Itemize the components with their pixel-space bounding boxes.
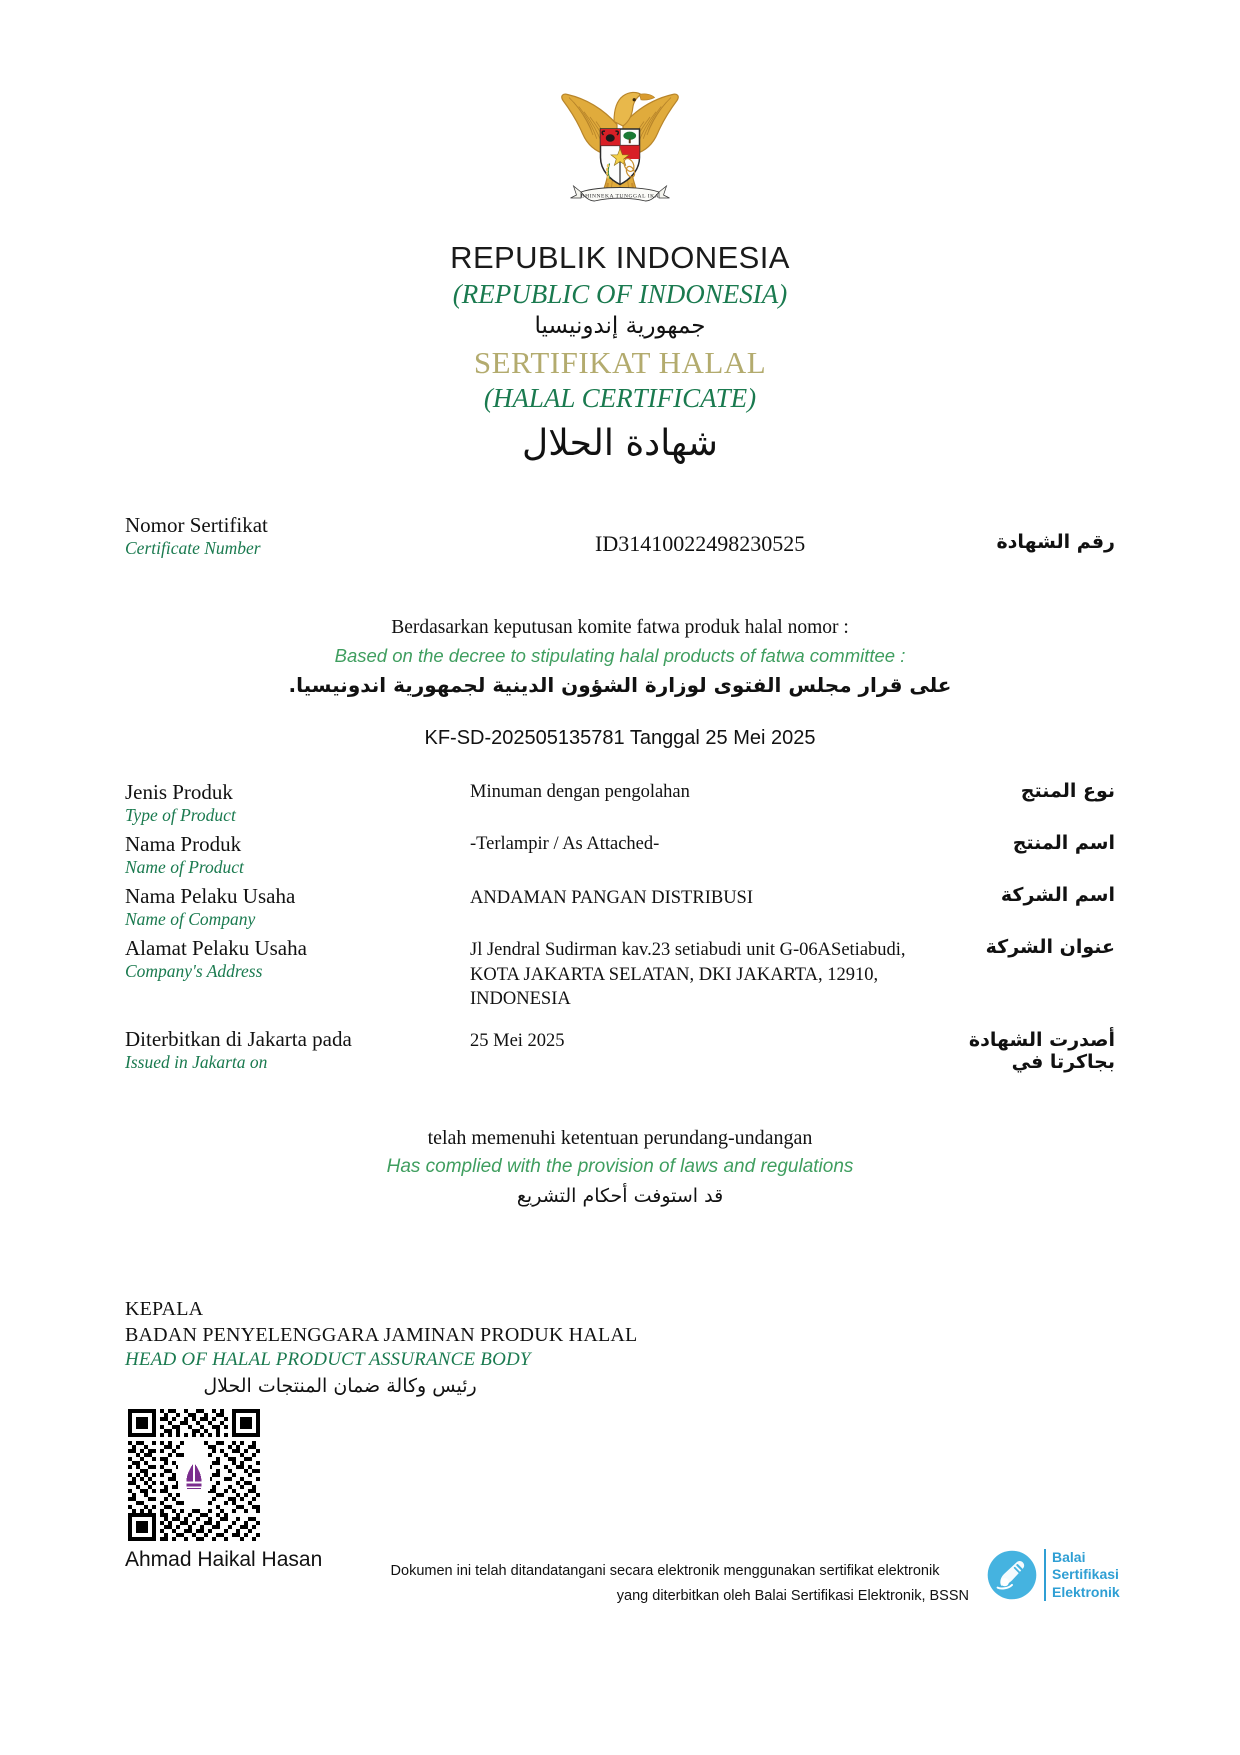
halal-logo-icon <box>178 1459 210 1491</box>
issued-row <box>125 1027 1115 1073</box>
product-name-label-en: Name of Product <box>125 856 244 877</box>
bse-logo-line-2: Sertifikasi <box>1052 1566 1119 1583</box>
body-name-id: BADAN PENYELENGGARA JAMINAN PRODUK HALAL <box>125 1323 638 1346</box>
signer-name: Ahmad Haikal Hasan <box>125 1548 323 1571</box>
decree-number: KF-SD-202505135781 Tanggal 25 Mei 2025 <box>424 727 816 749</box>
decree-block <box>0 613 1240 701</box>
issued-label-id: Diterbitkan di Jakarta pada <box>125 1027 352 1051</box>
country-name-id: REPUBLIK INDONESIA <box>450 240 790 275</box>
product-type-row <box>125 780 1115 826</box>
product-type-label-ar: نوع المنتج <box>1020 780 1115 802</box>
certificate-number-label-en: Certificate Number <box>125 537 261 558</box>
country-name-en: (REPUBLIC OF INDONESIA) <box>452 278 788 309</box>
svg-text:BHINNEKA TUNGGAL IKA: BHINNEKA TUNGGAL IKA <box>580 193 660 200</box>
certificate-number-label <box>125 513 425 559</box>
certificate-number-value: ID31410022498230525 <box>595 531 806 556</box>
garuda-pancasila-emblem <box>545 66 695 216</box>
company-name-label-id: Nama Pelaku Usaha <box>125 884 296 908</box>
certificate-title-en: (HALAL CERTIFICATE) <box>483 383 757 414</box>
company-address-label-id: Alamat Pelaku Usaha <box>125 936 307 960</box>
garuda-emblem-container <box>0 66 1240 216</box>
country-name-ar: جمهورية إندونيسيا <box>534 313 706 340</box>
certificate-header <box>0 240 1240 469</box>
product-type-value: Minuman dengan pengolahan <box>470 782 690 802</box>
issued-label-ar: أصدرت الشهادة بجاكرتا في <box>968 1029 1115 1073</box>
compliance-line-en: Has complied with the provision of laws and regulations <box>386 1156 854 1177</box>
product-type-label <box>125 780 425 826</box>
body-name-ar: رئيس وكالة ضمان المنتجات الحلال <box>203 1374 477 1397</box>
certificate-number-label-id: Nomor Sertifikat <box>125 513 268 537</box>
compliance-block <box>0 1123 1240 1211</box>
product-type-label-en: Type of Product <box>125 804 236 825</box>
electronic-signature-footer <box>355 1559 975 1610</box>
bse-logo-text <box>1044 1549 1120 1600</box>
issued-label-en: Issued in Jakarta on <box>125 1051 268 1072</box>
footer-line-2: yang diterbitkan oleh Balai Sertifikasi Elektronik, BSSN <box>616 1588 969 1605</box>
product-name-label-id: Nama Produk <box>125 832 242 856</box>
issued-label <box>125 1027 425 1073</box>
qr-code-image <box>128 1409 260 1541</box>
product-type-label-id: Jenis Produk <box>125 780 233 804</box>
product-name-label-ar: اسم المنتج <box>1012 832 1115 854</box>
footer-line-1: Dokumen ini telah ditandatangani secara elektronik menggunakan sertifikat elektronik <box>390 1563 940 1579</box>
certificate-number-row <box>125 513 1115 559</box>
company-name-value: ANDAMAN PANGAN DISTRIBUSI <box>470 888 754 908</box>
body-name-en: HEAD OF HALAL PRODUCT ASSURANCE BODY <box>125 1349 531 1371</box>
company-name-row <box>125 884 1115 930</box>
company-name-label-en: Name of Company <box>125 908 256 929</box>
company-name-label-ar: اسم الشركة <box>1000 884 1115 906</box>
decree-line-id: Berdasarkan keputusan komite fatwa produk halal nomor : <box>391 617 849 638</box>
company-name-label <box>125 884 425 930</box>
bse-logo <box>985 1548 1120 1602</box>
signature-block <box>125 1297 805 1399</box>
compliance-line-ar: قد استوفت أحكام التشريع <box>516 1184 724 1207</box>
company-address-row <box>125 936 1115 1012</box>
company-address-value: Jl Jendral Sudirman kav.23 setiabudi unit G-06ASetiabudi, KOTA JAKARTA SELATAN, DKI JAKARTA, 12910, INDONESIA <box>470 940 906 1010</box>
bse-logo-line-1: Balai <box>1052 1549 1086 1566</box>
certificate-title-id: SERTIFIKAT HALAL <box>473 345 767 381</box>
company-address-label <box>125 936 425 982</box>
product-name-label <box>125 832 425 878</box>
issued-date-value: 25 Mei 2025 <box>470 1031 565 1051</box>
decree-line-ar: على قرار مجلس الفتوى لوزارة الشؤون الدينية لجمهورية اندونيسيا. <box>288 673 952 697</box>
bse-logo-line-3: Elektronik <box>1052 1583 1120 1600</box>
head-label: KEPALA <box>125 1298 204 1320</box>
bse-mark-icon <box>985 1548 1039 1602</box>
certificate-title-ar: شهادة الحلال <box>522 422 718 464</box>
certificate-number-label-ar: رقم الشهادة <box>996 531 1115 553</box>
company-address-label-ar: عنوان الشركة <box>985 936 1115 958</box>
product-name-value: -Terlampir / As Attached- <box>470 834 660 854</box>
decree-line-en: Based on the decree to stipulating halal products of fatwa committee : <box>334 645 906 667</box>
qr-code[interactable] <box>128 1409 260 1541</box>
company-address-label-en: Company's Address <box>125 960 263 981</box>
compliance-line-id: telah memenuhi ketentuan perundang-undangan <box>427 1127 813 1149</box>
product-name-row <box>125 832 1115 878</box>
